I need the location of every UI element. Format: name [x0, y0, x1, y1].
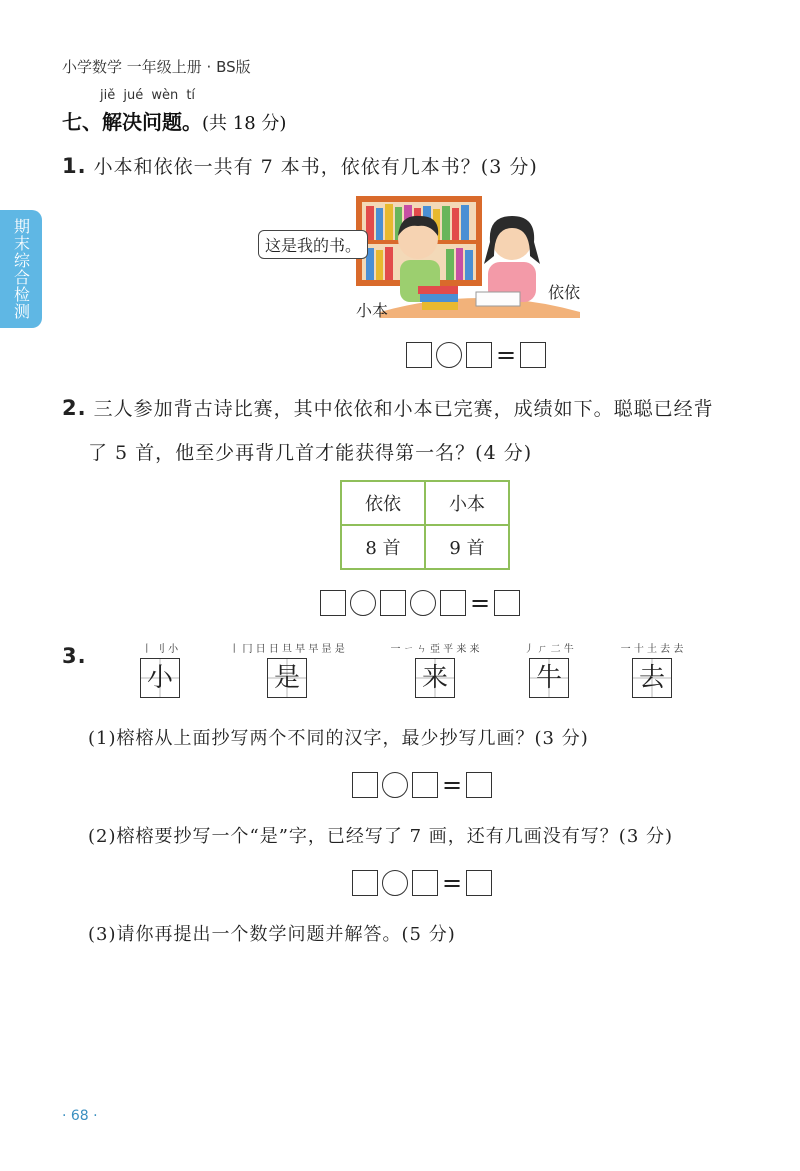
operator-circle[interactable]: [436, 342, 462, 368]
table-row: [341, 481, 509, 525]
question-3-part-2: (2)榕榕要抄写一个“是”字，已经写了 7 画，还有几画没有写？(3 分): [88, 826, 674, 847]
answer-equation-q2: [320, 590, 520, 616]
equals-sign: =: [496, 341, 517, 369]
girl-figure: [476, 216, 540, 306]
question-number: 1.: [62, 154, 87, 178]
stroke-order: 丨 刂 小: [141, 644, 179, 655]
answer-equation-q3-1: [352, 772, 492, 798]
question-2-line-1: [62, 394, 714, 421]
boy-name-label: 小本: [356, 301, 389, 320]
character-card-qu: [612, 640, 692, 698]
table-row: [341, 525, 509, 569]
answer-box[interactable]: [440, 590, 466, 616]
page-header: 小学数学 一年级上册 · BS版: [62, 58, 251, 76]
table-cell: 9 首: [425, 525, 509, 569]
stroke-order: 一 十 土 去 去: [620, 644, 684, 655]
operator-circle[interactable]: [410, 590, 436, 616]
stroke-order: 丿 ㄏ 二 牛: [524, 644, 574, 655]
stroke-order: 丨 冂 日 日 旦 早 早 昰 是: [229, 644, 345, 655]
answer-box[interactable]: [520, 342, 546, 368]
character-card-shi: [222, 640, 352, 698]
character-card-xiao: [130, 640, 190, 698]
question-text: 小本和依依一共有 7 本书，依依有几本书？(3 分): [93, 156, 538, 178]
equals-sign: =: [442, 869, 463, 897]
operator-circle[interactable]: [350, 590, 376, 616]
answer-box[interactable]: [406, 342, 432, 368]
answer-box[interactable]: [494, 590, 520, 616]
question-3-part-1: (1)榕榕从上面抄写两个不同的汉字，最少抄写几画？(3 分): [88, 728, 589, 749]
side-tab-label: 期末综合检测: [11, 218, 31, 320]
question-3-part-3: (3)请你再提出一个数学问题并解答。(5 分): [88, 924, 456, 945]
question-number: 3.: [62, 644, 87, 668]
answer-equation-q3-2: [352, 870, 492, 896]
answer-box[interactable]: [380, 590, 406, 616]
stroke-order: 一 ㄧ ㄣ 亞 平 来 来: [390, 644, 480, 655]
character-grid: 去: [632, 658, 672, 698]
answer-equation-q1: [406, 342, 546, 368]
character-card-lai: [380, 640, 490, 698]
question-1: [62, 152, 538, 179]
side-tab: [0, 210, 42, 328]
character-grid: 牛: [529, 658, 569, 698]
bookshelf-illustration: [250, 194, 580, 324]
answer-box[interactable]: [466, 772, 492, 798]
operator-circle[interactable]: [382, 870, 408, 896]
section-title-text: 七、解决问题。: [62, 110, 202, 134]
answer-box[interactable]: [352, 870, 378, 896]
answer-box[interactable]: [320, 590, 346, 616]
character-grid: 来: [415, 658, 455, 698]
section-title: [62, 106, 286, 135]
girl-name-label: 依依: [548, 283, 581, 302]
character-card-niu: [514, 640, 584, 698]
answer-box[interactable]: [352, 772, 378, 798]
page-number: · 68 ·: [62, 1108, 98, 1124]
table-header-cell: 依依: [341, 481, 425, 525]
answer-box[interactable]: [466, 870, 492, 896]
question-3: [62, 644, 87, 668]
table-header-cell: 小本: [425, 481, 509, 525]
score-table: [340, 480, 510, 570]
answer-box[interactable]: [412, 870, 438, 896]
answer-box[interactable]: [412, 772, 438, 798]
equals-sign: =: [470, 589, 491, 617]
section-points: (共 18 分): [202, 113, 287, 134]
question-2-line-2: 了 5 首，他至少再背几首才能获得第一名？(4 分): [88, 442, 533, 464]
character-grid: 小: [140, 658, 180, 698]
operator-circle[interactable]: [382, 772, 408, 798]
section-pinyin: jiě jué wèn tí: [100, 88, 196, 103]
equals-sign: =: [442, 771, 463, 799]
question-number: 2.: [62, 396, 87, 420]
table-cell: 8 首: [341, 525, 425, 569]
character-grid: 是: [267, 658, 307, 698]
question-text: 三人参加背古诗比赛，其中依依和小本已完赛，成绩如下。聪聪已经背: [93, 398, 714, 420]
answer-box[interactable]: [466, 342, 492, 368]
speech-bubble: 这是我的书。: [258, 230, 368, 259]
